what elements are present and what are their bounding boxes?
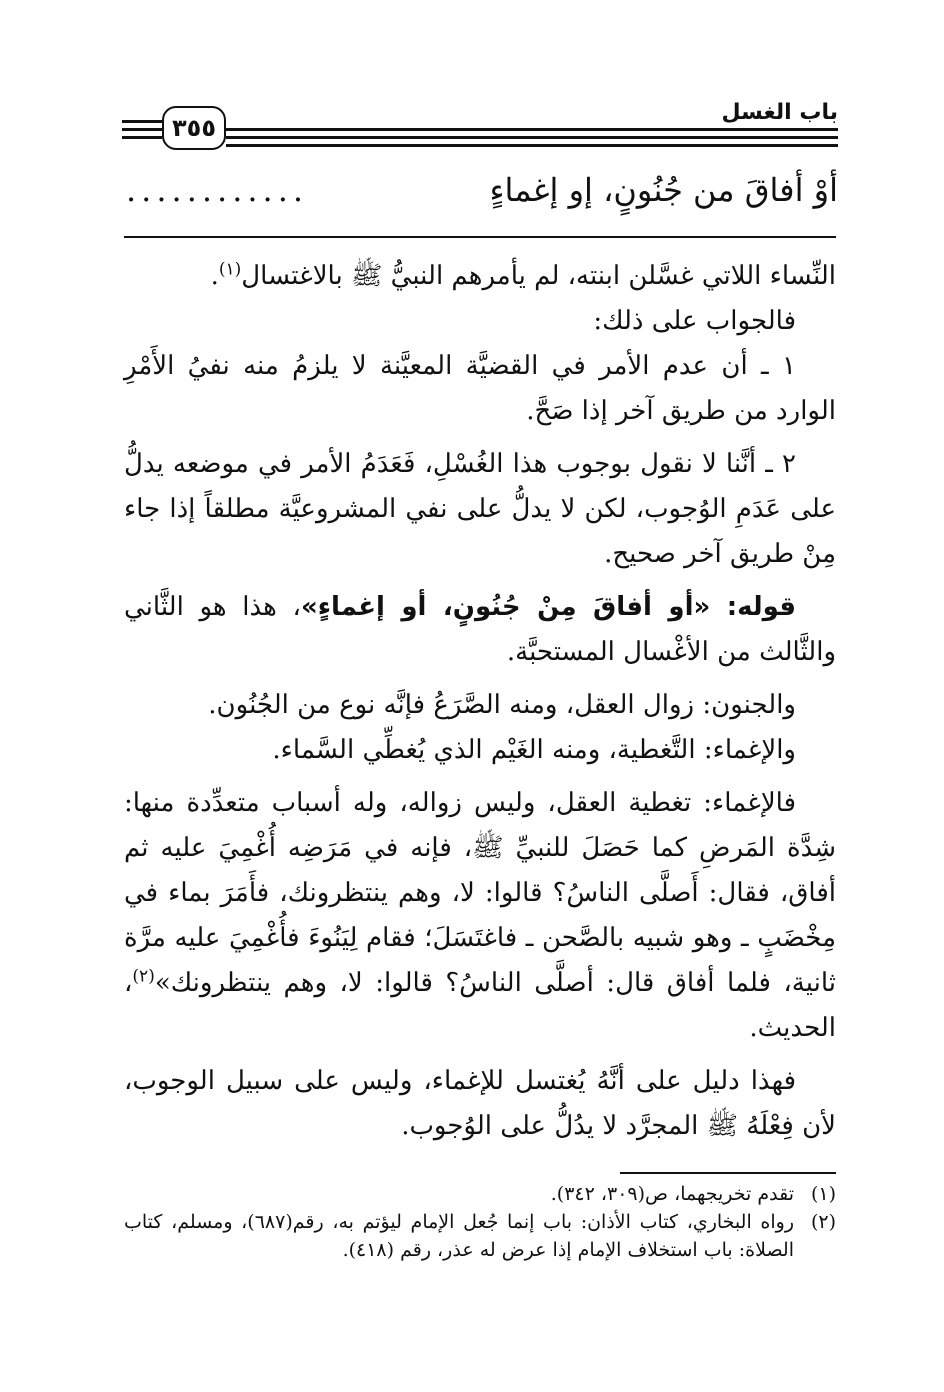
header-rule-left-top xyxy=(122,120,162,123)
matn-line xyxy=(126,165,838,215)
footnotes xyxy=(124,1180,836,1264)
footnote-text: رواه البخاري، كتاب الأذان: باب إنما جُعل الإمام ليؤتم به، رقم(٦٨٧)، ومسلم، كتاب الصلاة: باب استخلاف الإمام إذا عرض له عذر، رقم (٤١٨). xyxy=(124,1211,794,1261)
header-rule-right-bottom xyxy=(226,144,838,147)
page-header xyxy=(122,96,838,156)
footnote-1 xyxy=(124,1180,836,1208)
header-rule-right-mid xyxy=(226,136,838,139)
paragraph-3: ١ ـ أن عدم الأمر في القضيَّة المعيَّنة لا يلزمُ منه نفيُ الأَمْرِ الوارد من طريق آخر إذا صَحَّ. xyxy=(124,351,836,426)
footnote-rule xyxy=(620,1172,836,1174)
body-text xyxy=(124,254,836,1149)
footnote-number: (١) xyxy=(810,1183,836,1205)
paragraph-9: فهذا دليل على أنَّهُ يُغتسل للإغماء، وليس على سبيل الوجوب، لأن فِعْلَهُ ﷺ المجرَّد لا يدُلُّ على الوُجوب. xyxy=(124,1066,836,1141)
footnote-2 xyxy=(124,1208,836,1264)
footnote-marker-1: (١) xyxy=(218,259,242,280)
paragraph-8-text: فالإغماء: تغطية العقل، وليس زواله، وله أسباب متعدِّدة منها: شِدَّة المَرضِ كما حَصَلَ للنبيِّ ﷺ، فإنه في مَرَضِه أُغْمِيَ عليه ثم أفاق، فقال: أَصلَّى الناسُ؟ قالوا: لا، وهم ينتظرونك، فأَمَرَ بماء في مِخْضَبٍ ـ وهو شبيه بالصَّحن ـ فاغتَسَلَ؛ فقام لِيَنُوءَ فأُغْمِيَ عليه مرَّة ثانية، فلما أفاق قال: أصلَّى الناسُ؟ قالوا: لا، وهم ينتظرونك» xyxy=(124,788,836,998)
footnote-text: تقدم تخريجهما، ص(٣٠٩، ٣٤٢). xyxy=(550,1183,794,1205)
paragraph-6: والجنون: زوال العقل، ومنه الصَّرَعُ فإنَّه نوع من الجُنُون. xyxy=(208,690,796,720)
paragraph-2: فالجواب على ذلك: xyxy=(593,306,796,336)
paragraph-5 xyxy=(124,585,836,675)
footnote-marker-2: (٢) xyxy=(132,966,155,987)
paragraph-1-end: . xyxy=(210,261,219,291)
paragraph-7: والإغماء: التَّغطية، ومنه الغَيْم الذي يُغطِّي السَّماء. xyxy=(272,735,796,765)
matn-text: أوْ أفاقَ من جُنُونٍ، إو إغماءٍ xyxy=(489,171,838,209)
paragraph-4: ٢ ـ أنَّنا لا نقول بوجوب هذا الغُسْلِ، فَعَدَمُ الأمر في موضعه يدلُّ على عَدَمِ الوُجوب، لكن لا يدلُّ على نفي المشروعيَّة مطلقاً إذا جاء مِنْ طريق آخر صحيح. xyxy=(124,449,836,569)
page-number: ٣٥٥ xyxy=(162,106,226,150)
header-rule-left-mid xyxy=(122,128,162,131)
section-divider xyxy=(124,236,836,238)
paragraph-1 xyxy=(124,254,836,299)
paragraph-8 xyxy=(124,781,836,1051)
header-rule-left-bottom xyxy=(122,136,162,139)
footnote-number: (٢) xyxy=(810,1211,836,1233)
paragraph-8-end: ، الحديث. xyxy=(124,968,836,1043)
matn-dots: ............ xyxy=(126,171,309,209)
paragraph-1-text: النِّساء اللاتي غسَّلن ابنته، لم يأمرهم النبيُّ ﷺ بالاغتسال xyxy=(241,261,836,291)
qawl-matn-quote: قوله: «أو أفاقَ مِنْ جُنُونٍ، أو إغماءٍ» xyxy=(300,592,797,622)
header-rule-right-top xyxy=(226,128,838,131)
chapter-title: باب الغسل xyxy=(721,100,838,125)
paragraph-5-rest: ، هذا هو الثَّاني والثَّالث من الأغْسال المستحبَّة. xyxy=(124,592,836,667)
